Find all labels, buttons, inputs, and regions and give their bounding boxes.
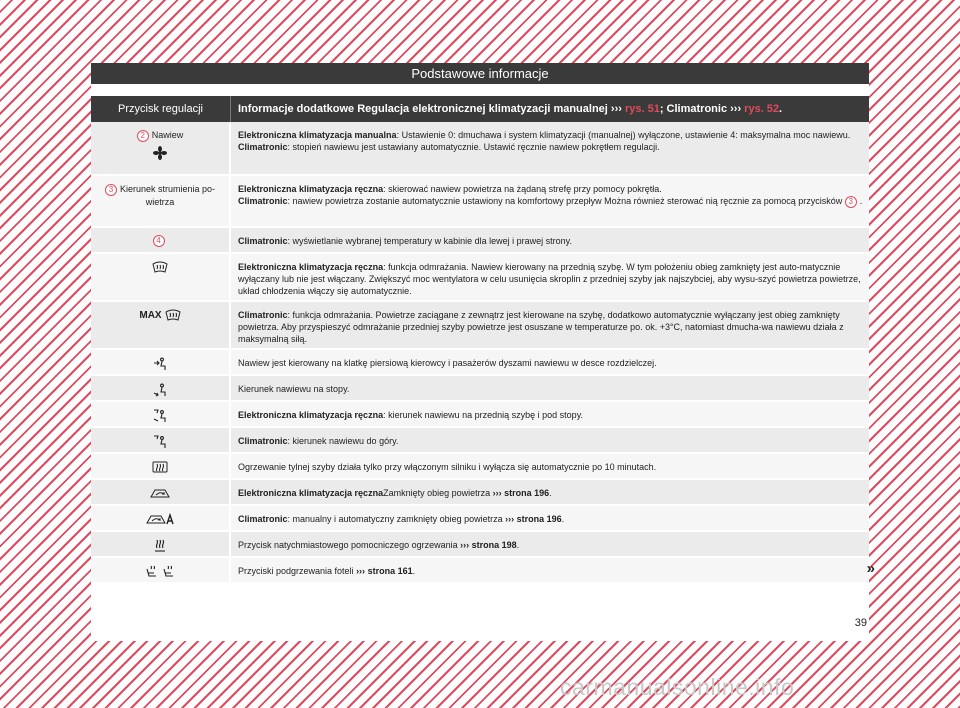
watermark: carmanualsonline.info (560, 674, 795, 700)
control-cell (91, 558, 231, 582)
info-cell: Climatronic: kierunek nawiewu do góry. (238, 436, 399, 446)
control-cell (91, 428, 231, 452)
max-defrost-icon (165, 309, 181, 321)
max-label: MAX (139, 309, 162, 321)
control-cell (91, 350, 231, 374)
figure-link[interactable]: rys. 51 (621, 103, 660, 115)
max-defrost-control (139, 309, 180, 321)
info-cell: Kierunek nawiewu na stopy. (238, 384, 350, 394)
info-cell: Climatronic: wyświetlanie wybranej temperatury w kabinie dla lewej i prawej strony. (238, 236, 572, 246)
callout-number: 4 (153, 235, 165, 247)
info-cell: Elektroniczna klimatyzacja manualna: Ustawienie 0: dmuchawa i system klimatyzacji (manualnej) wyłączone, ustawienie 4: maksymalna moc nawiewu. Climatronic: stopień nawiewu jest ustawiany automatycznie. Ustawić ręcznie nawiew pokrętłem regulacji. (238, 130, 851, 152)
continue-marker: » (866, 560, 875, 577)
control-cell (91, 532, 231, 556)
info-cell: Elektroniczna klimatyzacja ręczna: funkcja odmrażania. Nawiew kierowany na przednią szybę. W tym położeniu obieg zamknięty jest auto-matycznie wyłączany lub nie jest włączany. Zwiększyć moc wentylatora w celu usunięcia skroplin z przedniej szyby jak najszybciej, aby wysu-szyć powietrza powietrze, układ chłodzenia włączy się automatycznie. (238, 262, 861, 296)
table-row (91, 350, 869, 376)
info-cell: Climatronic: funkcja odmrażania. Powietrze zaciągane z zewnątrz jest kierowane na szybę, dodatkowo automatycznie wyłączany jest obieg zamknięty powietrza. Aby przyspieszyć odmrażanie przedniej szyby powietrze jest osuszane w temperaturze po. ok. +3°C, natomiast dmucha-wa nawiewu działa z maksymalną siłą. (238, 310, 844, 344)
airflow-up-icon (152, 435, 168, 449)
callout-number: 2 (137, 130, 149, 142)
control-cell (91, 402, 231, 426)
table-header (91, 96, 869, 122)
table-row (91, 532, 869, 558)
auxiliary-heater-icon (154, 539, 166, 553)
callout-number: 3 (105, 184, 117, 196)
info-cell: Climatronic: manualny i automatyczny zamknięty obieg powietrza ››› strona 196. (238, 514, 565, 524)
table-row (91, 506, 869, 532)
page-reference-link[interactable]: strona 196 (514, 514, 562, 524)
page-number: 39 (854, 617, 867, 629)
fan-icon (153, 146, 167, 160)
table-body (91, 122, 869, 584)
info-cell: Elektroniczna klimatyzacja ręczna: skierować nawiew powietrza na żądaną strefę przy pomocy pokrętła. Climatronic: nawiew powietrza zostanie automatycznie ustawiony na komfortowy przepływ Można również sterować nią ręcznie za pomocą przycisków 3 . (238, 184, 863, 206)
info-cell: Nawiew jest kierowany na klatkę piersiową kierowcy i pasażerów dyszami nawiewu w desce rozdzielczej. (238, 358, 657, 368)
table-row (91, 402, 869, 428)
table-row (91, 428, 869, 454)
page-title: Podstawowe informacje (91, 63, 869, 84)
column-header-info: Informacje dodatkowe Regulacja elektronicznej klimatyzacji manualnej ››› rys. 51; Climatronic ››› rys. 52. (238, 103, 783, 115)
control-cell: 2 Nawiew (91, 122, 231, 174)
control-cell: 3 Kierunek strumienia po-wietrza (91, 176, 231, 226)
manual-page (91, 63, 875, 641)
table-row (91, 228, 869, 254)
table-row (91, 302, 869, 350)
control-cell (91, 376, 231, 400)
table-row (91, 558, 869, 584)
table-row (91, 254, 869, 302)
rear-defrost-icon (152, 461, 168, 474)
airflow-chest-icon (153, 357, 167, 371)
recirculation-icon (150, 487, 170, 499)
airflow-windshield-feet-icon (152, 409, 168, 423)
column-header-control: Przycisk regulacji (91, 96, 231, 122)
info-cell: Elektroniczna klimatyzacja ręcznaZamknięty obieg powietrza ››› strona 196. (238, 488, 552, 498)
page-reference-link[interactable]: strona 196 (501, 488, 550, 498)
control-cell (91, 480, 231, 504)
table-row (91, 454, 869, 480)
info-cell: Przyciski podgrzewania foteli ››› strona 161. (238, 566, 416, 576)
control-cell (91, 506, 231, 530)
controls-table (91, 96, 869, 584)
page-reference-link[interactable]: strona 198 (469, 540, 517, 550)
table-row (91, 376, 869, 402)
figure-link[interactable]: rys. 52 (741, 103, 780, 115)
table-row (91, 480, 869, 506)
table-row (91, 122, 869, 176)
recirculation-auto-icon (146, 513, 174, 525)
page-reference-link[interactable]: strona 161 (365, 566, 413, 576)
table-row (91, 176, 869, 228)
defrost-icon (152, 261, 168, 273)
info-cell: Przycisk natychmiastowego pomocniczego ogrzewania ››› strona 198. (238, 540, 520, 550)
seat-heating-icon (145, 565, 175, 579)
control-cell (91, 454, 231, 478)
control-cell (91, 302, 231, 348)
control-cell (91, 228, 231, 252)
info-cell: Ogrzewanie tylnej szyby działa tylko przy włączonym silniku i wyłącza się automatycznie po 10 minutach. (238, 462, 657, 472)
callout-number: 3 (845, 196, 857, 208)
control-cell (91, 254, 231, 300)
info-cell: Elektroniczna klimatyzacja ręczna: kierunek nawiewu na przednią szybę i pod stopy. (238, 410, 584, 420)
airflow-feet-icon (153, 383, 167, 397)
